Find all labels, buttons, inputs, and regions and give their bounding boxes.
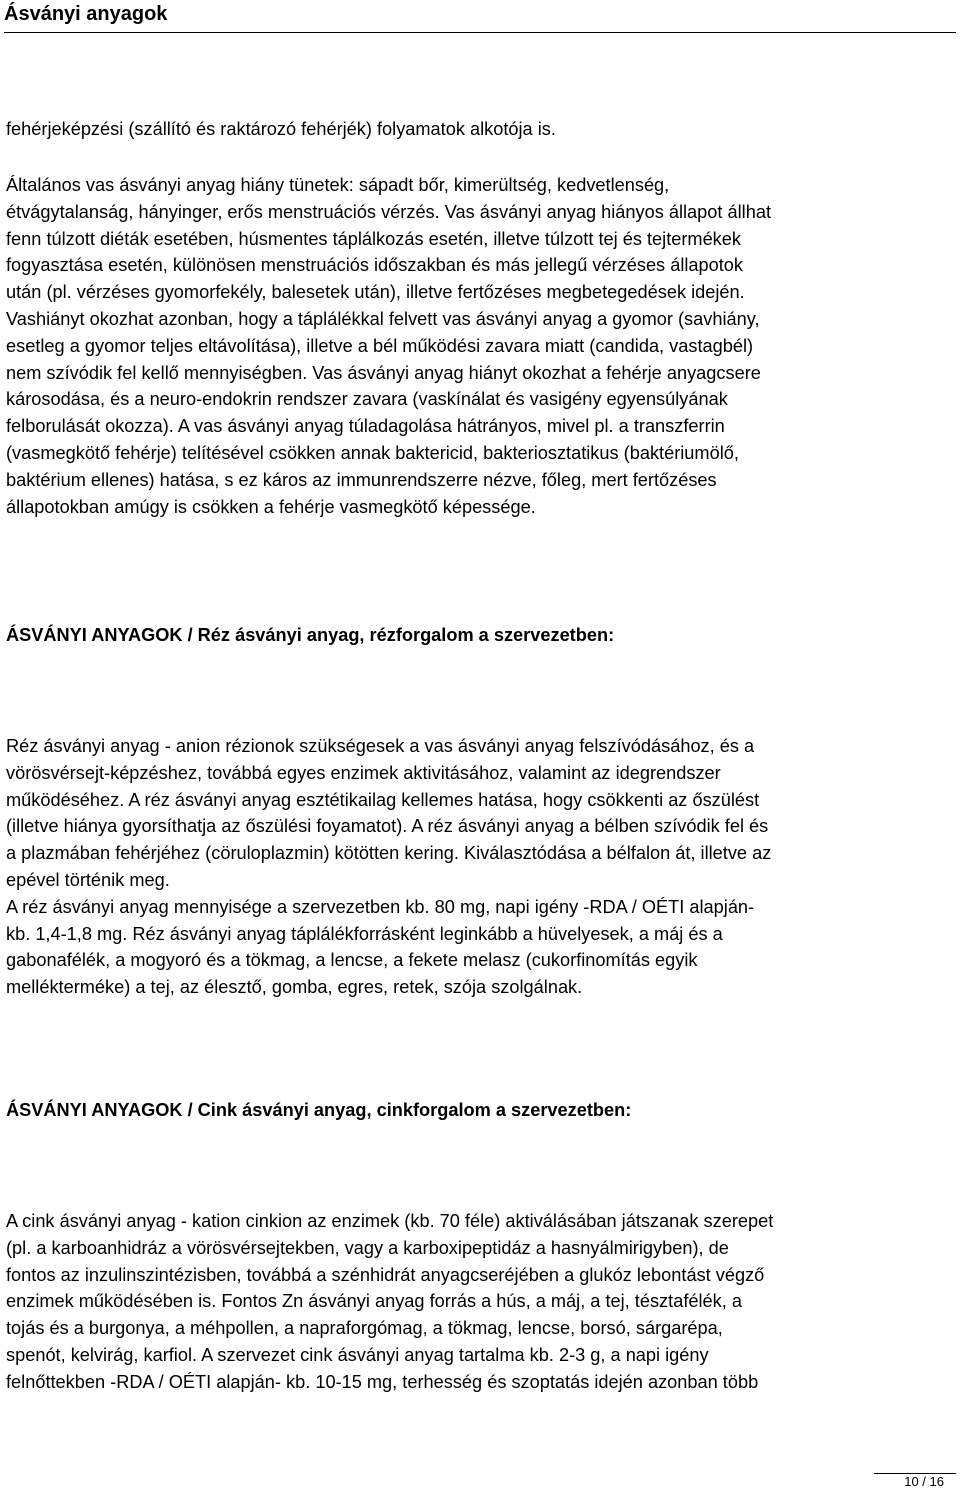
- text-line: kb. 1,4-1,8 mg. Réz ásványi anyag táplálékforrásként leginkább a hüvelyesek, a máj és a: [6, 923, 723, 944]
- text-line: Réz ásványi anyag - anion rézionok szükségesek a vas ásványi anyag felszívódásához, és a: [6, 736, 755, 756]
- section-heading-zinc: ÁSVÁNYI ANYAGOK / Cink ásványi anyag, cinkforgalom a szervezetben:: [6, 1100, 632, 1120]
- paragraph-zinc: [6, 1208, 956, 1396]
- text-line: működéséhez. A réz ásványi anyag esztétikailag kellemes hatása, hogy csökkenti az őszülést: [6, 789, 760, 810]
- text-line: fehérjeképzési (szállító és raktározó fehérjék) folyamatok alkotója is.: [6, 119, 556, 139]
- text-line: fogyasztása esetén, különösen menstruációs időszakban és más jellegű vérzéses állapotok: [6, 255, 744, 276]
- section-heading-copper: ÁSVÁNYI ANYAGOK / Réz ásványi anyag, rézforgalom a szervezetben:: [6, 625, 615, 645]
- text-line: A réz ásványi anyag mennyisége a szervezetben kb. 80 mg, napi igény -RDA / OÉTI alapján-: [6, 896, 755, 917]
- text-line: felborulását okozza). A vas ásványi anyag túladagolása hátrányos, mivel pl. a transzferrin: [6, 416, 725, 437]
- text-line: felnőttekben -RDA / OÉTI alapján- kb. 10-15 mg, terhesség és szoptatás idején azonban több: [6, 1371, 759, 1392]
- text-line: spenót, kelvirág, karfiol. A szervezet cink ásványi anyag tartalma kb. 2-3 g, a napi igény: [6, 1344, 709, 1365]
- text-line: baktérium ellenes) hatása, s ez káros az immunrendszerre nézve, főleg, mert fertőzéses: [6, 469, 717, 490]
- paragraph-iron-deficiency: [6, 172, 956, 520]
- header-divider: [4, 32, 956, 33]
- page-number: 10 / 16: [904, 1474, 944, 1489]
- text-line: (illetve hiánya gyorsíthatja az őszülési foyamatot). A réz ásványi anyag a bélben szívódik fel és: [6, 816, 769, 837]
- text-line: (vasmegkötő fehérje) telítésével csökken annak baktericid, bakteriosztatikus (baktériumölő,: [6, 442, 739, 463]
- paragraph-protein-intro: [6, 116, 956, 143]
- text-line: epével történik meg.: [6, 869, 170, 890]
- document-header-title: Ásványi anyagok: [4, 3, 168, 25]
- text-line: Általános vas ásványi anyag hiány tünetek: sápadt bőr, kimerültség, kedvetlenség,: [6, 175, 670, 195]
- text-line: fenn túlzott diéták esetében, húsmentes táplálkozás esetén, illetve túlzott tej és tejtermékek: [6, 228, 741, 249]
- text-line: károsodása, és a neuro-endokrin rendszer zavara (vaskínálat és vasigény egyensúlyának: [6, 389, 728, 410]
- text-line: tojás és a burgonya, a méhpollen, a napraforgómag, a tökmag, lencse, borsó, sárgarépa,: [6, 1318, 723, 1339]
- text-line: Vashiányt okozhat azonban, hogy a táplálékkal felvett vas ásványi anyag a gyomor (savhiány,: [6, 308, 760, 329]
- text-line: mellékterméke) a tej, az élesztő, gomba, egres, retek, szója szolgálnak.: [6, 977, 583, 998]
- text-line: esetleg a gyomor teljes eltávolítása), illetve a bél működési zavara miatt (candida, vastagbél): [6, 335, 754, 356]
- text-line: enzimek működésében is. Fontos Zn ásványi anyag forrás a hús, a máj, a tej, tésztafélék, a: [6, 1291, 742, 1312]
- text-line: étvágytalanság, hányinger, erős menstruációs vérzés. Vas ásványi anyag hiányos állapot állhat: [6, 201, 771, 222]
- paragraph-copper: [6, 733, 956, 1001]
- text-line: állapotokban amúgy is csökken a fehérje vasmegkötő képessége.: [6, 496, 536, 517]
- text-line: A cink ásványi anyag - kation cinkion az enzimek (kb. 70 féle) aktiválásában játszanak szerepet: [6, 1211, 774, 1231]
- text-line: nem szívódik fel kellő mennyiségben. Vas ásványi anyag hiányt okozhat a fehérje anyagcsere: [6, 362, 761, 383]
- text-line: fontos az inzulinszintézisben, továbbá a szénhidrát anyagcseréjében a glukóz lebontást végző: [6, 1264, 765, 1285]
- text-line: vörösvérsejt-képzéshez, továbbá egyes enzimek aktivitásához, valamint az idegrendszer: [6, 762, 721, 783]
- text-line: a plazmában fehérjéhez (cöruloplazmin) kötötten kering. Kiválasztódása a bélfalon át, illetve az: [6, 843, 772, 864]
- text-line: gabonafélék, a mogyoró és a tökmag, a lencse, a fekete melasz (cukorfinomítás egyik: [6, 950, 698, 971]
- text-line: után (pl. vérzéses gyomorfekély, balesetek után), illetve fertőzéses megbetegedések idején.: [6, 282, 745, 303]
- text-line: (pl. a karboanhidráz a vörösvérsejtekben, vagy a karboxipeptidáz a hasnyálmirigyben), de: [6, 1237, 729, 1258]
